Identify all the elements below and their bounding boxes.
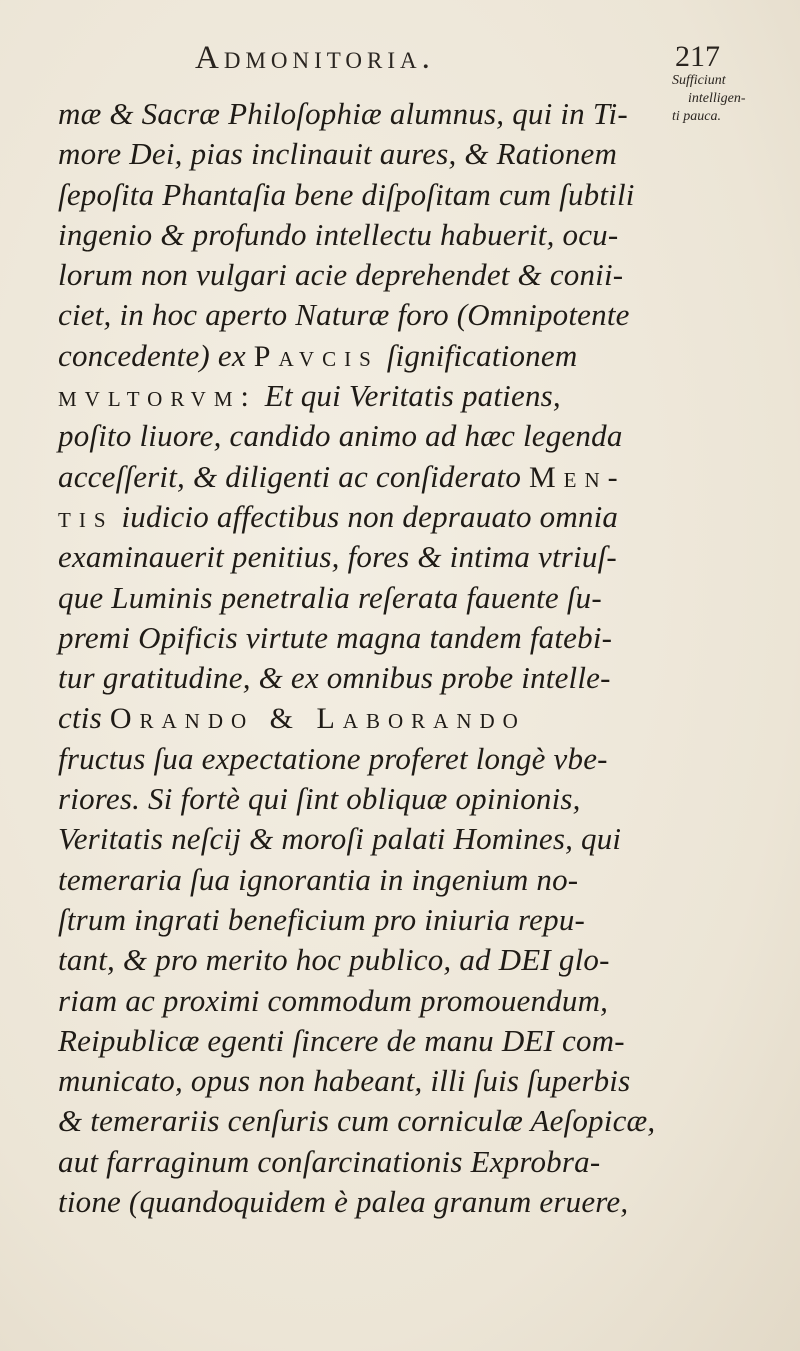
- italic-text: more Dei, pias inclinauit aures, & Rationem: [58, 136, 618, 172]
- text-line: [58, 255, 668, 295]
- italic-text: poſito liuore, candido animo ad hæc legenda: [58, 418, 623, 454]
- margin-note-line: intelligen-: [688, 91, 746, 106]
- text-line: [58, 457, 668, 497]
- margin-note-line: ti pauca.: [672, 109, 721, 124]
- text-line: [58, 134, 668, 174]
- text-line: [58, 175, 668, 215]
- text-line: [58, 1061, 668, 1101]
- italic-text: Veritatis neſcij & moroſi palati Homines, qui: [58, 821, 622, 857]
- italic-text: temeraria ſua ignorantia in ingenium no-: [58, 861, 579, 897]
- italic-text: Et qui Veritatis patiens,: [256, 378, 561, 414]
- text-line: [58, 295, 668, 335]
- text-line: [58, 537, 668, 577]
- text-line: [58, 1021, 668, 1061]
- text-line: [58, 981, 668, 1021]
- small-caps-text: Men-: [528, 460, 626, 494]
- italic-text: tant, & pro merito hoc publico, ad DEI glo-: [58, 942, 610, 978]
- text-line: [58, 416, 668, 456]
- italic-text: ſepoſita Phantaſia bene diſpoſitam cum ſubtili: [58, 176, 635, 212]
- italic-text: acceſſerit, & diligenti ac conſiderato: [58, 458, 529, 494]
- italic-text: lorum non vulgari acie deprehendet & conii-: [58, 257, 624, 293]
- text-line: [58, 618, 668, 658]
- text-line: [58, 739, 668, 779]
- text-line: [58, 658, 668, 698]
- italic-text: ciet, in hoc aperto Naturæ foro (Omnipotente: [58, 297, 630, 333]
- italic-text: premi Opificis virtute magna tandem fatebi-: [58, 619, 613, 655]
- body-text: [58, 94, 668, 1222]
- text-line: [58, 376, 668, 416]
- italic-text: ſignificationem: [378, 337, 578, 373]
- text-line: [58, 1142, 668, 1182]
- margin-note-line: Sufficiunt: [672, 73, 726, 88]
- italic-text: tione (quandoquidem è palea granum eruere,: [58, 1184, 629, 1220]
- text-line: [58, 698, 668, 738]
- text-line: [58, 900, 668, 940]
- text-line: [58, 215, 668, 255]
- margin-note: [672, 72, 792, 126]
- text-line: [58, 336, 668, 376]
- italic-text: mæ & Sacræ Philoſophiæ alumnus, qui in Ti-: [58, 96, 628, 131]
- italic-text: ingenio & profundo intellectu habuerit, ocu-: [58, 216, 619, 252]
- italic-text: ſtrum ingrati beneficium pro iniuria repu-: [58, 901, 586, 937]
- italic-text: riam ac proximi commodum promouendum,: [58, 982, 609, 1018]
- text-line: [58, 819, 668, 859]
- text-line: [58, 779, 668, 819]
- italic-text: iudicio affectibus non deprauato omnia: [113, 498, 619, 534]
- page-number: 217: [675, 40, 720, 73]
- italic-text: Reipublicæ egenti ſincere de manu DEI com-: [58, 1022, 625, 1058]
- text-line: [58, 94, 668, 134]
- italic-text: ctis: [58, 700, 110, 736]
- running-head: Admonitoria.: [195, 40, 435, 76]
- text-line: [58, 1101, 668, 1141]
- text-line: [58, 497, 668, 537]
- italic-text: & temerariis cenſuris cum corniculæ Aeſopicæ,: [58, 1103, 656, 1139]
- italic-text: que Luminis penetralia reſerata fauente ſu-: [58, 579, 602, 615]
- text-line: [58, 1182, 668, 1222]
- small-caps-text: Orando & Laborando: [109, 702, 526, 736]
- text-line: [58, 940, 668, 980]
- italic-text: fructus ſua expectatione proferet longè vbe-: [58, 740, 608, 776]
- italic-text: municato, opus non habeant, illi ſuis ſuperbis: [58, 1063, 631, 1099]
- page-header: [195, 40, 720, 86]
- text-line: [58, 860, 668, 900]
- italic-text: riores. Si fortè qui ſint obliquæ opinionis,: [58, 781, 581, 817]
- italic-text: examinauerit penitius, fores & intima vtriuſ-: [58, 539, 617, 575]
- small-caps-text: mvltorvm:: [58, 380, 257, 414]
- text-line: [58, 578, 668, 618]
- italic-text: tur gratitudine, & ex omnibus probe intelle-: [58, 660, 611, 696]
- italic-text: aut farraginum conſarcinationis Exprobra-: [58, 1143, 601, 1179]
- italic-text: concedente) ex: [58, 337, 254, 373]
- small-caps-text: Pavcis: [253, 339, 379, 373]
- small-caps-text: tis: [58, 500, 114, 534]
